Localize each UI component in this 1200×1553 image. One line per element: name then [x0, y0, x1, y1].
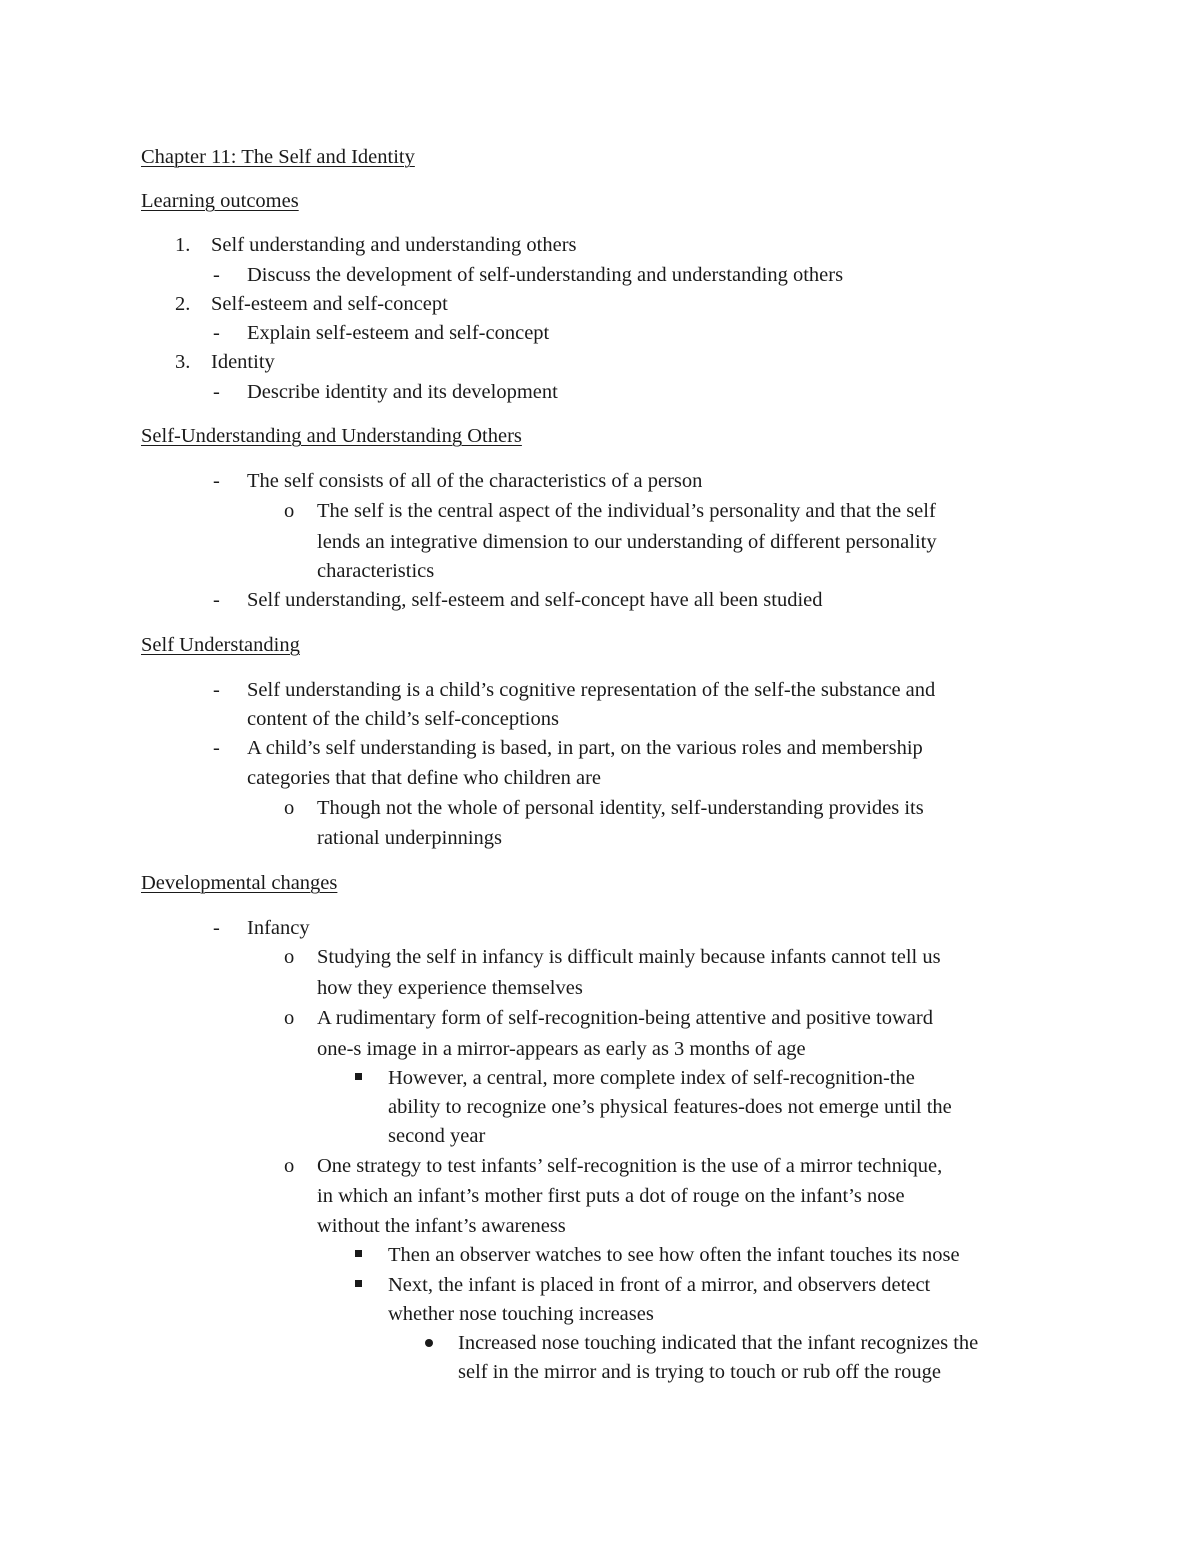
square-bullet-icon: [355, 1073, 362, 1080]
section-heading: Self-Understanding and Understanding Others: [141, 425, 522, 447]
circle-marker: o: [284, 500, 295, 522]
section-heading: Self Understanding: [141, 634, 300, 656]
bullet-text: However, a central, more complete index of self-recognition-the: [388, 1067, 915, 1089]
bullet-text: rational underpinnings: [317, 827, 503, 849]
bullet-text: how they experience themselves: [317, 977, 583, 999]
bullet-text: Next, the infant is placed in front of a mirror, and observers detect: [388, 1274, 931, 1296]
bullet-text: categories that that define who children are: [247, 767, 602, 789]
bullet-text: Infancy: [247, 917, 310, 939]
bullet-text: Studying the self in infancy is difficult mainly because infants cannot tell us: [317, 946, 941, 968]
round-bullet-icon: [425, 1339, 433, 1347]
page-title: Chapter 11: The Self and Identity: [141, 146, 415, 168]
bullet-text: One strategy to test infants’ self-recognition is the use of a mirror technique,: [317, 1155, 943, 1177]
bullet-text: characteristics: [317, 560, 435, 582]
bullet-text: without the infant’s awareness: [317, 1215, 566, 1237]
bullet-text: Though not the whole of personal identity, self-understanding provides its: [317, 797, 924, 819]
bullet-text: in which an infant’s mother first puts a dot of rouge on the infant’s nose: [317, 1185, 905, 1207]
circle-marker: o: [284, 946, 295, 968]
bullet-text: A child’s self understanding is based, in part, on the various roles and membership: [247, 737, 923, 759]
learning-outcomes-heading: Learning outcomes: [141, 190, 299, 212]
square-bullet-icon: [355, 1280, 362, 1287]
section-heading: Developmental changes: [141, 872, 338, 894]
dash-marker: -: [213, 264, 220, 286]
bullet-text: Self understanding is a child’s cognitive representation of the self-the substance and: [247, 679, 936, 701]
list-item: Self-esteem and self-concept: [211, 293, 448, 315]
bullet-text: Self understanding, self-esteem and self-concept have all been studied: [247, 589, 823, 611]
circle-marker: o: [284, 1155, 295, 1177]
list-number: 1.: [175, 234, 191, 256]
circle-marker: o: [284, 797, 295, 819]
bullet-text: second year: [388, 1125, 486, 1147]
list-subitem: Explain self-esteem and self-concept: [247, 322, 550, 344]
list-subitem: Describe identity and its development: [247, 381, 558, 403]
bullet-text: self in the mirror and is trying to touch or rub off the rouge: [458, 1361, 941, 1383]
bullet-text: content of the child’s self-conceptions: [247, 708, 559, 730]
list-item: Self understanding and understanding others: [211, 234, 577, 256]
dash-marker: -: [213, 322, 220, 344]
square-bullet-icon: [355, 1250, 362, 1257]
list-number: 2.: [175, 293, 191, 315]
circle-marker: o: [284, 1007, 295, 1029]
dash-marker: -: [213, 470, 220, 492]
bullet-text: one-s image in a mirror-appears as early as 3 months of age: [317, 1038, 806, 1060]
dash-marker: -: [213, 917, 220, 939]
dash-marker: -: [213, 589, 220, 611]
dash-marker: -: [213, 381, 220, 403]
bullet-text: Then an observer watches to see how often the infant touches its nose: [388, 1244, 960, 1266]
list-number: 3.: [175, 351, 191, 373]
bullet-text: lends an integrative dimension to our understanding of different personality: [317, 531, 937, 553]
bullet-text: Increased nose touching indicated that the infant recognizes the: [458, 1332, 979, 1354]
dash-marker: -: [213, 737, 220, 759]
list-subitem: Discuss the development of self-understanding and understanding others: [247, 264, 844, 286]
dash-marker: -: [213, 679, 220, 701]
bullet-text: A rudimentary form of self-recognition-being attentive and positive toward: [317, 1007, 933, 1029]
list-item: Identity: [211, 351, 275, 373]
bullet-text: whether nose touching increases: [388, 1303, 654, 1325]
bullet-text: The self consists of all of the characteristics of a person: [247, 470, 703, 492]
bullet-text: The self is the central aspect of the individual’s personality and that the self: [317, 500, 936, 522]
bullet-text: ability to recognize one’s physical features-does not emerge until the: [388, 1096, 952, 1118]
